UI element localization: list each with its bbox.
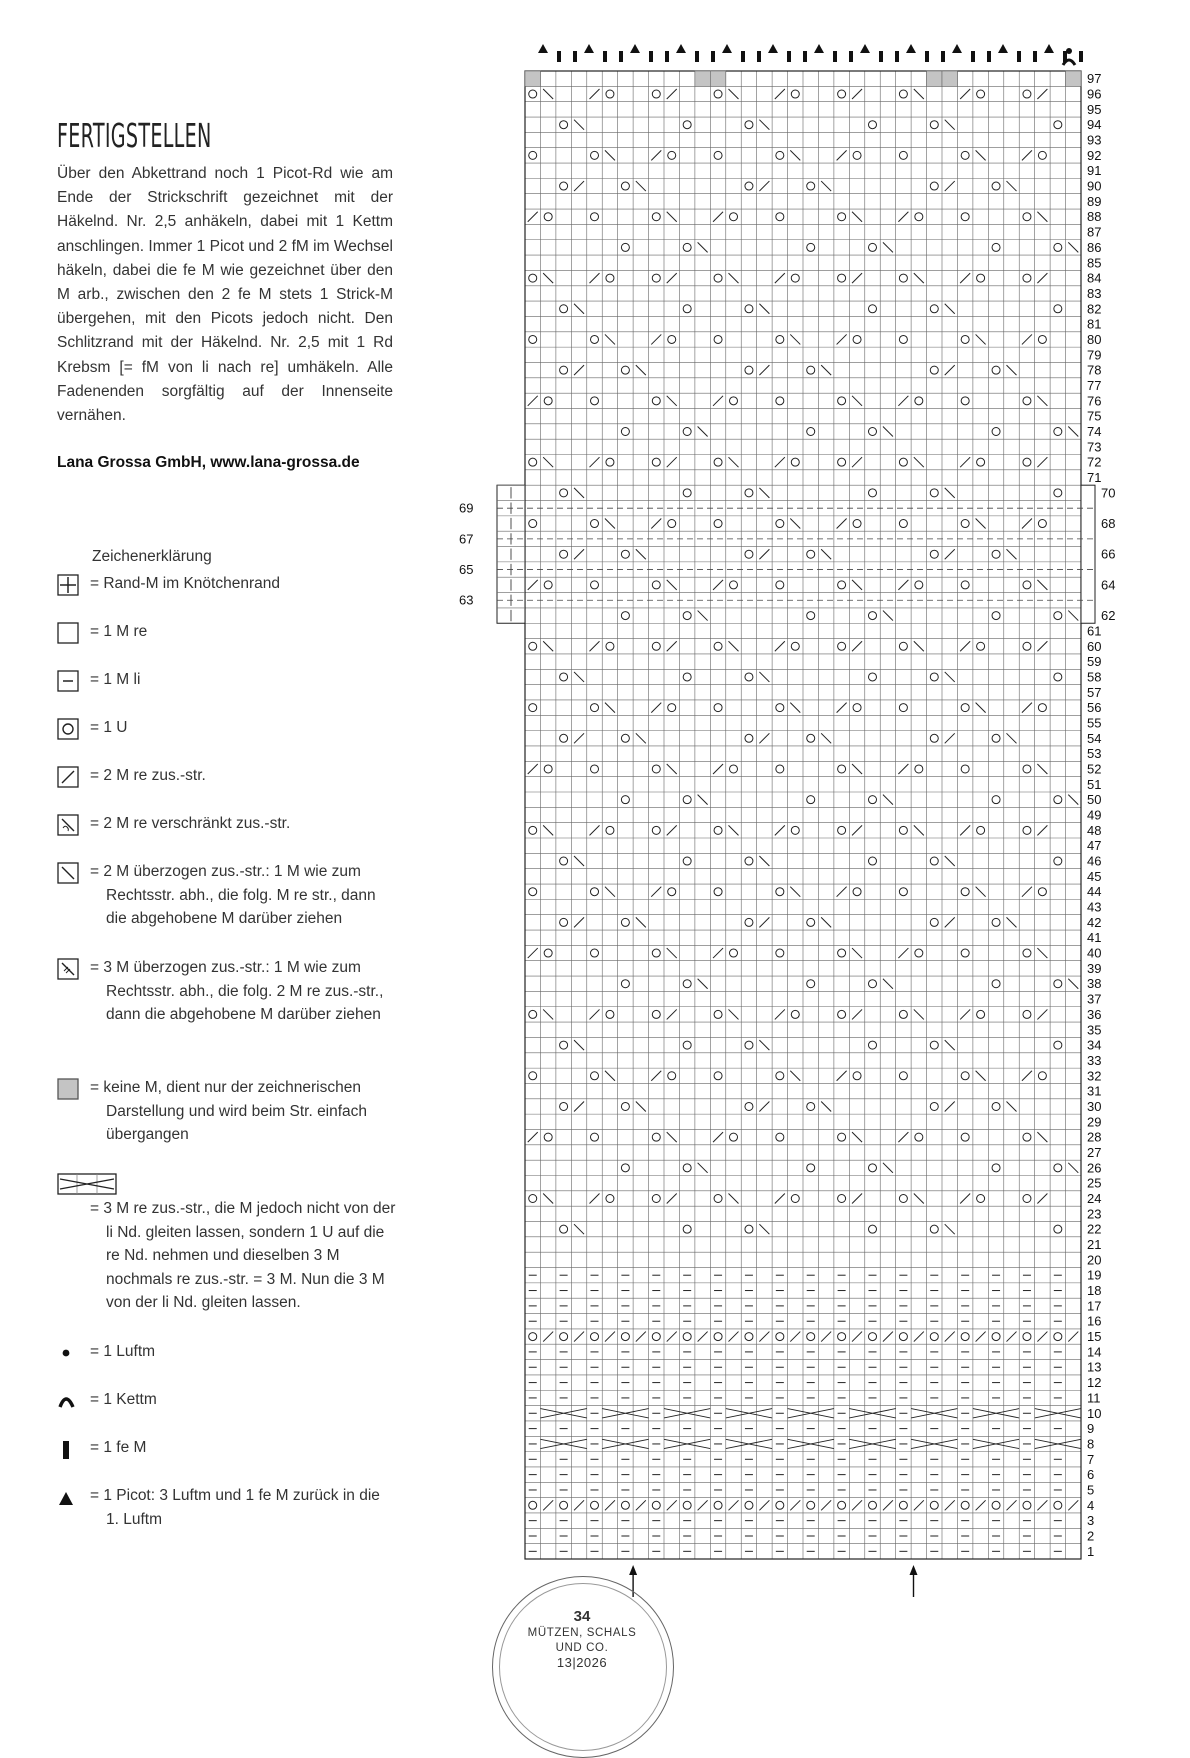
row-number-right: 20 [1087,1252,1102,1268]
row-number-right: 64 [1101,577,1116,593]
row-number-right: 11 [1087,1390,1101,1406]
row-number-right: 41 [1087,930,1102,946]
row-number-right: 97 [1087,71,1102,87]
single-crochet-symbol [757,51,761,62]
picot-symbol [998,44,1008,53]
row-number-left: 65 [459,562,474,578]
row-number-right: 90 [1087,178,1102,194]
no-stitch-cell [710,71,725,86]
legend-text: = Rand-M im Knötchenrand [90,575,280,592]
magazine-title-line2: UND CO. [555,1642,609,1654]
legend-text: = 1 Picot: 3 Luftm und 1 fe M zurück in die 1. Luftm [90,1487,380,1528]
single-crochet-symbol [1079,51,1083,62]
row-number-right: 54 [1087,730,1102,746]
right-selvage-block [1081,485,1095,623]
single-crochet-symbol [803,51,807,62]
row-number-right: 42 [1087,914,1102,930]
no-stitch-cell [525,71,540,86]
row-number-right: 26 [1087,1160,1102,1176]
row-number-right: 55 [1087,715,1102,731]
row-number-right: 70 [1101,485,1116,501]
picot-symbol [814,44,824,53]
no-stitch-cell [695,71,710,86]
center-arrow-head [910,1565,918,1575]
row-number-right: 12 [1087,1375,1102,1391]
magazine-title-line1: MÜTZEN, SCHALS [527,1627,637,1639]
single-crochet-symbol [787,51,791,62]
picot-symbol [630,44,640,53]
purl-stitch-icon [57,670,79,692]
row-number-right: 92 [1087,147,1102,163]
row-number-right: 15 [1087,1329,1102,1345]
row-number-right: 4 [1087,1497,1095,1513]
picot-symbol [1044,44,1054,53]
legend-text: = 1 M li [90,671,141,688]
picot-symbol [860,44,870,53]
row-number-right: 68 [1101,516,1116,532]
chain-dot-icon [57,1342,79,1364]
single-crochet-symbol [695,51,699,62]
chain-symbol [1066,48,1072,54]
no-stitch-icon [57,1078,79,1100]
finishing-section [57,116,393,472]
row-number-right: 73 [1087,439,1102,455]
single-crochet-symbol [833,51,837,62]
row-number-right: 95 [1087,101,1102,117]
row-number-right: 83 [1087,285,1102,301]
single-crochet-symbol [925,51,929,62]
legend-text: = 3 M überzogen zus.-str.: 1 M wie zum Rechtsstr. abh., die folg. 2 M re zus.-str., dann die abgehobene M darüber ziehen [90,959,384,1023]
row-number-right: 78 [1087,362,1102,378]
legend-title: Zeichenerklärung [92,548,212,565]
single-crochet-bar-icon [57,1438,79,1460]
row-number-right: 37 [1087,991,1102,1007]
row-number-right: 8 [1087,1436,1095,1452]
legend-text: = 1 Kettm [90,1391,157,1408]
cluster-icon [57,1173,117,1195]
row-number-right: 25 [1087,1175,1102,1191]
no-stitch-cell [1066,71,1081,86]
legend-text: = 3 M re zus.-str., die M jedoch nicht von der li Nd. gleiten lassen, sondern 1 U auf die re Nd. nehmen und dieselben 3 M nochmals re zus.-str. = 3 M. Nun die 3 M von der li Nd. gleiten lassen. [90,1200,396,1311]
row-number-right: 34 [1087,1037,1102,1053]
row-number-right: 71 [1087,470,1102,486]
row-number-right: 2 [1087,1528,1095,1544]
row-number-right: 50 [1087,792,1102,808]
row-number-right: 84 [1087,270,1102,286]
slip-stitch-arc-icon [57,1390,79,1412]
row-number-right: 33 [1087,1052,1102,1068]
row-number-right: 39 [1087,960,1102,976]
row-number-right: 30 [1087,1098,1102,1114]
row-number-right: 58 [1087,669,1102,685]
row-number-right: 85 [1087,255,1102,271]
single-crochet-symbol [849,51,853,62]
knit-stitch-icon [57,622,79,644]
ssk-icon [57,862,79,884]
single-crochet-symbol [1017,51,1021,62]
row-number-right: 45 [1087,868,1102,884]
single-crochet-symbol [619,51,623,62]
row-number-right: 36 [1087,1006,1102,1022]
row-number-right: 21 [1087,1237,1102,1253]
row-number-right: 76 [1087,393,1102,409]
row-number-right: 38 [1087,976,1102,992]
row-number-right: 10 [1087,1405,1102,1421]
row-number-right: 52 [1087,761,1102,777]
row-number-right: 43 [1087,899,1102,915]
row-number-right: 60 [1087,638,1102,654]
row-number-right: 7 [1087,1451,1095,1467]
row-number-right: 17 [1087,1298,1102,1314]
page-number: 34 [573,1608,591,1625]
sk2p-icon [57,958,79,980]
picot-symbol [538,44,548,53]
row-number-right: 28 [1087,1129,1102,1145]
single-crochet-symbol [879,51,883,62]
row-number-right: 6 [1087,1467,1095,1483]
publisher-credit: Lana Grossa GmbH, www.lana-grossa.de [57,454,360,472]
row-number-right: 40 [1087,945,1102,961]
row-number-right: 23 [1087,1206,1102,1222]
single-crochet-symbol [649,51,653,62]
row-number-right: 24 [1087,1191,1102,1207]
picot-symbol [584,44,594,53]
row-number-right: 80 [1087,331,1102,347]
section-heading: FERTIGSTELLEN [57,116,212,155]
single-crochet-symbol [573,51,577,62]
row-number-right: 35 [1087,1022,1102,1038]
legend-text: = 2 M re verschränkt zus.-str. [90,815,291,832]
row-number-right: 75 [1087,408,1102,424]
row-number-right: 29 [1087,1114,1102,1130]
picot-symbol [952,44,962,53]
legend-text: = 2 M re zus.-str. [90,767,206,784]
row-number-right: 47 [1087,838,1102,854]
center-arrow-head [629,1565,637,1575]
row-number-right: 62 [1101,608,1116,624]
picot-symbol [906,44,916,53]
magazine-title [522,1626,642,1656]
single-crochet-symbol [941,51,945,62]
row-number-right: 56 [1087,700,1102,716]
single-crochet-symbol [741,51,745,62]
single-crochet-symbol [603,51,607,62]
row-number-right: 13 [1087,1359,1102,1375]
single-crochet-symbol [987,51,991,62]
row-number-right: 19 [1087,1267,1102,1283]
row-number-right: 77 [1087,377,1102,393]
row-number-left: 69 [459,500,474,516]
row-number-right: 59 [1087,654,1102,670]
k2tog-icon [57,766,79,788]
row-number-right: 46 [1087,853,1102,869]
no-stitch-cell [942,71,957,86]
legend-text: = 1 Luftm [90,1343,156,1360]
rand-m-icon [57,574,79,596]
picot-triangle-icon [57,1486,79,1508]
slip-stitch-symbol [1063,60,1075,65]
single-crochet-symbol [557,51,561,62]
row-number-right: 31 [1087,1083,1102,1099]
legend-text: = keine M, dient nur der zeichnerischen Darstellung und wird beim Str. einfach übergangen [90,1079,368,1143]
k2tog-tbl-icon [57,814,79,836]
picot-symbol [722,44,732,53]
legend-text: = 1 M re [90,623,148,640]
row-number-left: 63 [459,592,474,608]
row-number-right: 32 [1087,1068,1102,1084]
row-number-right: 48 [1087,822,1102,838]
row-number-right: 18 [1087,1283,1102,1299]
row-number-right: 72 [1087,454,1102,470]
row-number-right: 49 [1087,807,1102,823]
single-crochet-symbol [711,51,715,62]
yarn-over-icon [57,718,79,740]
picot-symbol [676,44,686,53]
row-number-right: 81 [1087,316,1102,332]
row-number-right: 86 [1087,239,1102,255]
single-crochet-symbol [971,51,975,62]
legend-text: = 1 fe M [90,1439,147,1456]
row-number-right: 27 [1087,1144,1102,1160]
row-number-right: 91 [1087,163,1102,179]
row-number-right: 1 [1087,1543,1095,1559]
row-number-right: 22 [1087,1221,1102,1237]
row-number-right: 94 [1087,117,1102,133]
row-number-right: 89 [1087,193,1102,209]
row-number-right: 5 [1087,1482,1095,1498]
row-number-right: 44 [1087,884,1102,900]
legend-text: = 2 M überzogen zus.-str.: 1 M wie zum Rechtsstr. abh., die folg. M re str., dann die abgehobene M darüber ziehen [90,863,376,927]
single-crochet-symbol [665,51,669,62]
row-number-right: 96 [1087,86,1102,102]
row-number-right: 57 [1087,684,1102,700]
no-stitch-cell [927,71,942,86]
row-number-right: 53 [1087,746,1102,762]
single-crochet-symbol [895,51,899,62]
knitting-chart [459,30,1125,1590]
legend-text: = 1 U [90,719,128,736]
row-number-right: 66 [1101,546,1116,562]
row-number-right: 3 [1087,1513,1095,1529]
row-number-right: 87 [1087,224,1102,240]
row-number-right: 82 [1087,301,1102,317]
row-number-right: 74 [1087,423,1102,439]
row-number-left: 67 [459,531,474,547]
issue-number: 13|2026 [556,1655,608,1670]
row-number-right: 88 [1087,209,1102,225]
finishing-instructions: Über den Abkettrand noch 1 Picot-Rd wie am Ende der Strickschrift gezeichnet mit der Häkelnd. Nr. 2,5 anhäkeln, dabei mit 1 Kettm anschlingen. Immer 1 Picot und 2 fM im Wechsel häkeln, dabei die fe M wie gezeichnet über den M arb., zwischen den 2 fe M stets 1 Strick-M übergehen, mit den Picots jedoch nicht. Den Schlitzrand mit der Häkelnd. Nr. 2,5 mit 1 Rd Krebsm [= fM von li nach re] umhäkeln. Alle Fadenenden sorgfältig auf der Innenseite vernähen. [57,165,393,425]
row-number-right: 93 [1087,132,1102,148]
row-number-right: 14 [1087,1344,1102,1360]
single-crochet-symbol [1033,51,1037,62]
picot-symbol [768,44,778,53]
row-number-right: 16 [1087,1313,1102,1329]
row-number-right: 61 [1087,623,1102,639]
row-number-right: 79 [1087,347,1102,363]
row-number-right: 51 [1087,776,1102,792]
row-number-right: 9 [1087,1421,1095,1437]
